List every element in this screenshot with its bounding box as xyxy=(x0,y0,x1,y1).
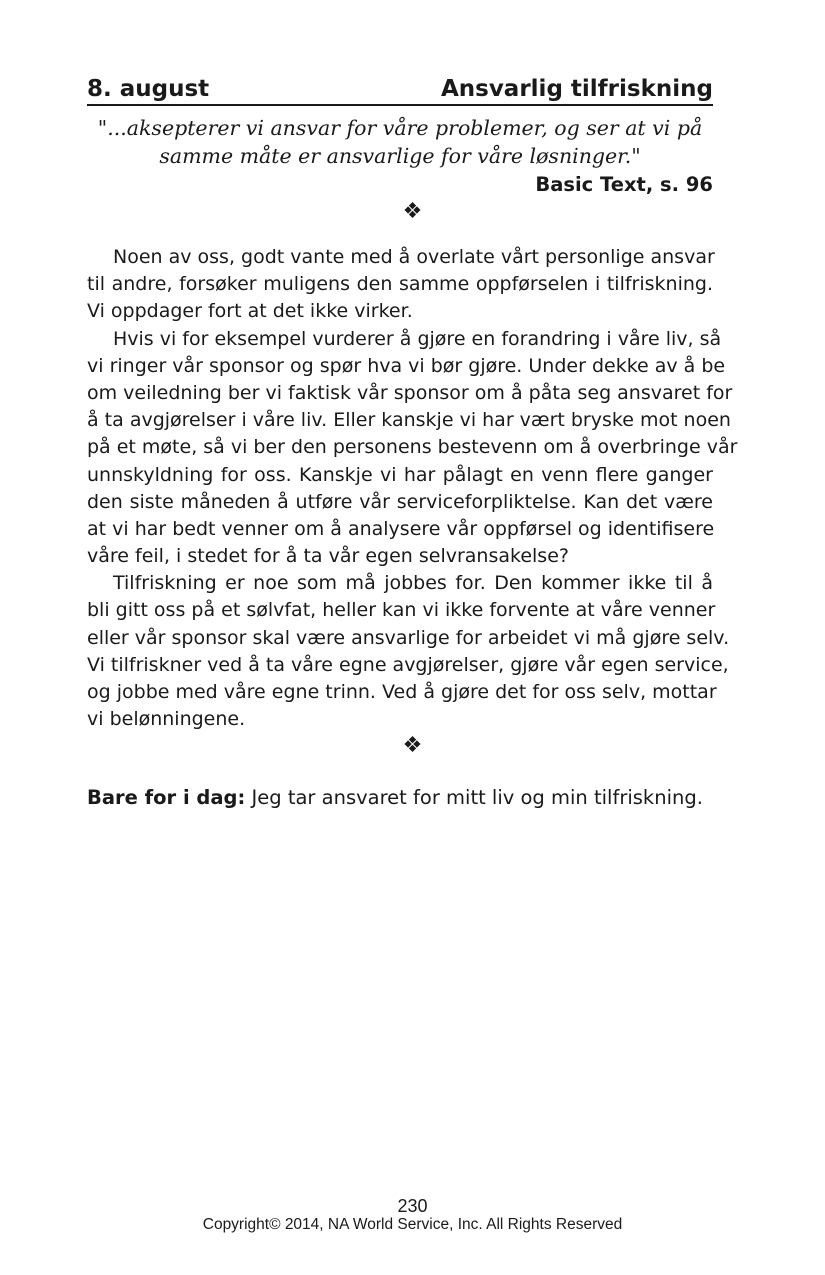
just-for-today-label: Bare for i dag: xyxy=(87,786,246,809)
divider-ornament-icon: ❖ xyxy=(402,199,423,224)
paragraph-line: på et møte, så vi ber den personens bestevenn om å overbringe vår xyxy=(87,436,738,459)
paragraph-line: vi ringer vår sponsor og spør hva vi bør gjøre. Under dekke av å be xyxy=(87,354,726,377)
paragraph-line: unnskyldning for oss. Kanskje vi har pålagt en venn flere ganger xyxy=(87,463,713,486)
opening-quote xyxy=(87,114,713,170)
page-header xyxy=(87,70,713,106)
paragraph-line: til andre, forsøker muligens den samme oppførselen i tilfriskning. xyxy=(87,273,713,296)
quote-line: "...aksepterer vi ansvar for våre problemer, og ser at vi på xyxy=(97,116,703,140)
paragraph-line: at vi har bedt venner om å analysere vår oppførsel og identifisere xyxy=(87,517,715,540)
copyright-notice: Copyright© 2014, NA World Service, Inc. All Rights Reserved xyxy=(202,1216,623,1233)
paragraph-line: den siste måneden å utføre vår serviceforpliktelse. Kan det være xyxy=(87,490,713,513)
paragraph-line: Hvis vi for eksempel vurderer å gjøre en forandring i våre liv, så xyxy=(113,327,722,350)
quote-line: samme måte er ansvarlige for våre løsninger." xyxy=(159,144,641,168)
paragraph-line: vi belønningene. xyxy=(87,708,246,731)
paragraph-line: eller vår sponsor skal være ansvarlige for arbeidet vi må gjøre selv. xyxy=(87,626,730,649)
page-number: 230 xyxy=(397,1196,428,1216)
just-for-today-text: Jeg tar ansvaret for mitt liv og min tilfriskning. xyxy=(245,786,703,809)
meditation-body xyxy=(87,244,738,733)
paragraph-line: og jobbe med våre egne trinn. Ved å gjøre det for oss selv, mottar xyxy=(87,681,717,703)
quote-source: Basic Text, s. 96 xyxy=(535,173,713,196)
divider-ornament-icon: ❖ xyxy=(402,733,423,758)
paragraph-line: Tilfriskning er noe som må jobbes for. Den kommer ikke til å xyxy=(113,572,713,595)
paragraph-line: Vi oppdager fort at det ikke virker. xyxy=(87,300,413,323)
paragraph-line: våre feil, i stedet for å ta vår egen selvransakelse? xyxy=(87,545,569,568)
paragraph-line: Noen av oss, godt vante med å overlate vårt personlige ansvar xyxy=(113,246,715,268)
paragraph-line: Vi tilfriskner ved å ta våre egne avgjørelser, gjøre vår egen service, xyxy=(87,653,729,676)
just-for-today xyxy=(87,784,703,812)
paragraph-line: om veiledning ber vi faktisk vår sponsor om å påta seg ansvaret for xyxy=(87,381,733,404)
paragraph-line: bli gitt oss på et sølvfat, heller kan vi ikke forvente at våre venner xyxy=(87,599,716,622)
entry-title: Ansvarlig tilfriskning xyxy=(440,76,713,102)
entry-date: 8. august xyxy=(87,76,210,102)
paragraph-line: å ta avgjørelser i våre liv. Eller kanskje vi har vært bryske mot noen xyxy=(87,409,731,432)
